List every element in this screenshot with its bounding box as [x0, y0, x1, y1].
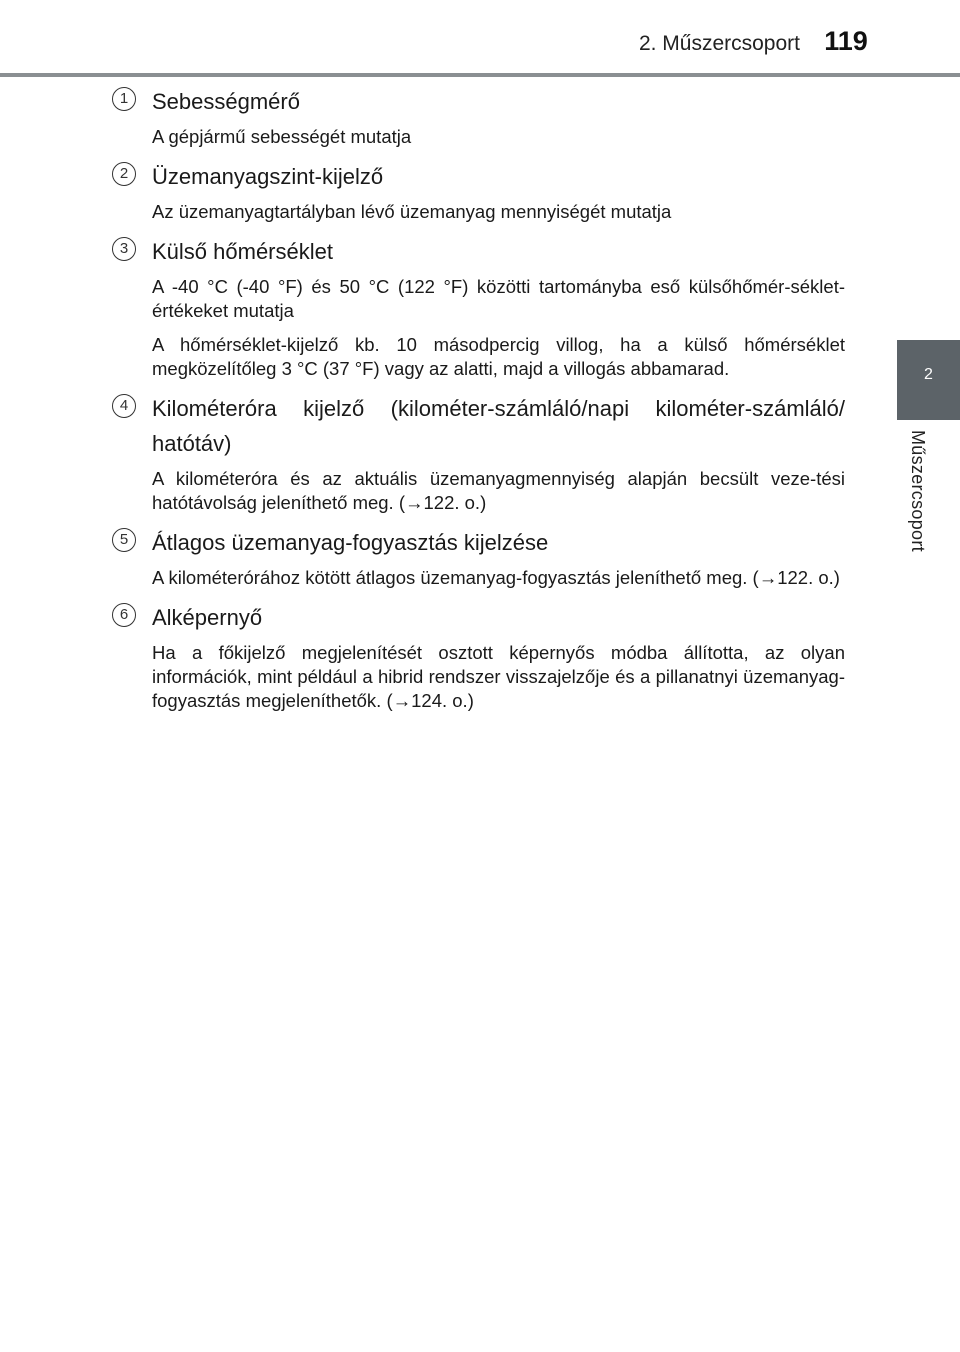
- item-description: A -40 °C (-40 °F) és 50 °C (122 °F) közötti tartományba eső külsőhőmér-séklet-értékeket mutatja: [152, 276, 845, 321]
- list-item: [112, 391, 845, 515]
- header-divider: [0, 73, 960, 77]
- item-title: Sebességmérő: [152, 89, 300, 114]
- item-title: Kilométeróra kijelző (kilométer-számláló/napi kilométer-számláló/ hatótáv): [152, 396, 845, 456]
- item-number-badge: 3: [112, 237, 136, 261]
- item-title: Üzemanyagszint-kijelző: [152, 164, 384, 189]
- item-description: A hőmérséklet-kijelző kb. 10 másodpercig villog, ha a külső hőmérséklet megközelítőleg 3 °C (37 °F) vagy az alatti, majd a villogás abbamarad.: [152, 334, 845, 379]
- item-description: A gépjármű sebességét mutatja: [152, 126, 412, 147]
- item-title: Külső hőmérséklet: [152, 239, 333, 264]
- item-number-badge: 6: [112, 603, 136, 627]
- list-item: [112, 84, 845, 149]
- chapter-tab: 2: [897, 340, 960, 420]
- item-description: A kilométerórához kötött átlagos üzemanyag-fogyasztás jeleníthető meg. (→122. o.): [152, 567, 840, 588]
- item-description: A kilométeróra és az aktuális üzemanyagmennyiség alapján becsült veze-tési hatótávolság jeleníthető meg. (→122. o.): [152, 468, 845, 513]
- page-number: 119: [824, 26, 868, 56]
- list-item: [112, 234, 845, 381]
- item-number-badge: 5: [112, 528, 136, 552]
- item-list: [112, 84, 845, 713]
- list-item: [112, 525, 845, 590]
- item-title: Alképernyő: [152, 605, 263, 630]
- item-description: Ha a főkijelző megjelenítését osztott képernyős módba állította, az olyan információk, mint például a hibrid rendszer visszajelzője és a pillanatnyi üzemanyag-fogyasztás megjeleníthetők. (→124. o.): [152, 642, 845, 711]
- item-description: Az üzemanyagtartályban lévő üzemanyag mennyiségét mutatja: [152, 201, 672, 222]
- item-title: Átlagos üzemanyag-fogyasztás kijelzése: [152, 530, 549, 555]
- item-number-badge: 4: [112, 394, 136, 418]
- header-section-title: 2. Műszercsoport: [638, 32, 800, 55]
- item-number-badge: 2: [112, 162, 136, 186]
- list-item: [112, 600, 845, 713]
- chapter-tab-label: Műszercsoport: [908, 430, 928, 552]
- item-number-badge: 1: [112, 87, 136, 111]
- list-item: [112, 159, 845, 224]
